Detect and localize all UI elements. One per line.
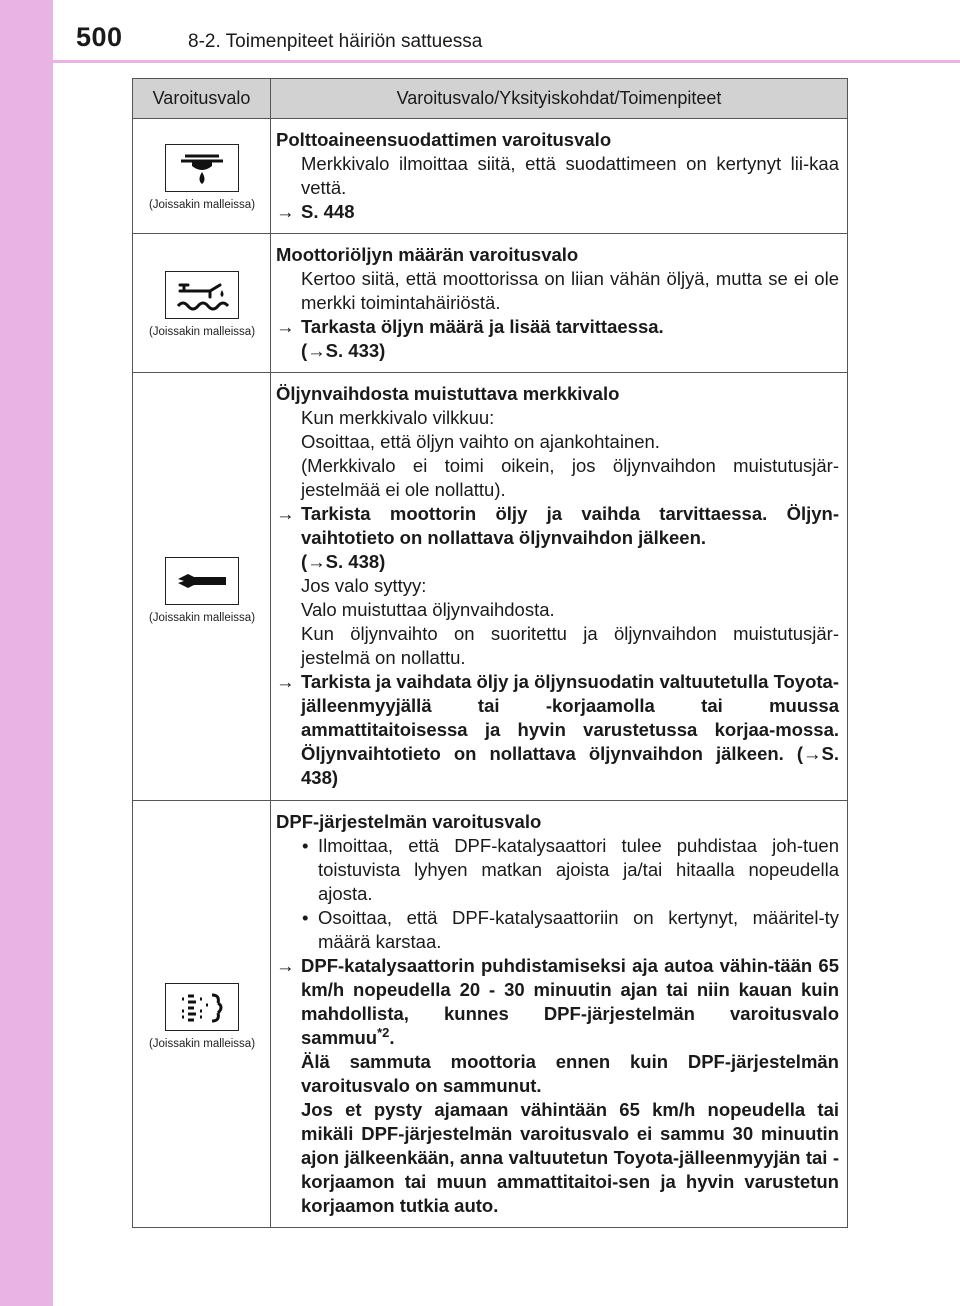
icon-cell — [133, 119, 271, 234]
section-title: 8-2. Toimenpiteet häiriön sattuessa — [188, 31, 483, 52]
column-header-light: Varoitusvalo — [133, 79, 271, 119]
warning-title: Öljynvaihdosta muistuttava merkkivalo — [276, 383, 620, 404]
bullet-item — [276, 834, 839, 906]
table-row — [133, 119, 848, 234]
table-header-row — [133, 79, 848, 119]
arrow-icon: → — [307, 551, 326, 572]
arrow-icon: → — [803, 743, 822, 764]
action-text: Tarkista ja vaihdata öljy ja öljynsuodatin valtuutetulla Toyota-jälleenmyyjällä tai -korjaamolla tai muussa ammattitaitoisessa ja hyvin varustetussa korjaa-mossa. Öljynvaihtotieto on nollattava öljynvaihdon jälkeen. ( — [301, 671, 839, 764]
icon-cell — [133, 373, 271, 801]
engine-oil-level-warning-icon — [165, 271, 239, 319]
bullet-text: Osoittaa, että DPF-katalysaattoriin on kertynyt, määritel-ty määrä karstaa. — [318, 907, 839, 952]
details-cell — [271, 234, 848, 373]
action-step — [276, 315, 839, 339]
page-reference — [276, 200, 839, 224]
page-link[interactable]: S. 438) — [325, 551, 386, 572]
action-step — [276, 502, 839, 550]
footnote-marker: *2 — [377, 1024, 390, 1040]
action-step — [276, 954, 839, 1050]
dpf-system-warning-icon — [165, 983, 239, 1031]
condition-note: (Merkkivalo ei toimi oikein, jos öljynvaihdon muistutusjär-jestelmää ei ole nollattu). — [301, 455, 839, 500]
ref-prefix: ( — [301, 340, 308, 361]
availability-note: (Joissakin malleissa) — [148, 326, 256, 338]
warning-title: DPF-järjestelmän varoitusvalo — [276, 811, 542, 832]
arrow-icon: → — [276, 955, 295, 976]
ref-prefix: ( — [301, 551, 308, 572]
arrow-icon: → — [307, 340, 326, 361]
condition-note: Kun öljynvaihto on suoritettu ja öljynvaihdon muistutusjär-jestelmä on nollattu. — [301, 623, 839, 668]
condition-description: Osoittaa, että öljyn vaihto on ajankohtainen. — [301, 431, 660, 452]
column-header-details: Varoitusvalo/Yksityiskohdat/Toimenpiteet — [271, 79, 848, 119]
warning-description: Kertoo siitä, että moottorissa on liian vähän öljyä, mutta se ei ole merkki toimintahäiriöstä. — [301, 268, 839, 313]
header-rule — [53, 60, 960, 63]
warning-title: Moottoriöljyn määrän varoitusvalo — [276, 244, 579, 265]
condition-description: Valo muistuttaa öljynvaihdosta. — [301, 599, 555, 620]
details-cell — [271, 373, 848, 801]
page-reference — [276, 550, 839, 574]
action-note: Jos et pysty ajamaan vähintään 65 km/h nopeudella tai mikäli DPF-järjestelmän varoitusvalo ei sammu 30 minuutin ajon jälkeenkään, anna valtuutetun Toyota-jälleenmyyjän tai -korjaamon tai muun ammattitaitoi-sen ja hyvin varustetun korjaamon tutkia auto. — [301, 1099, 839, 1216]
page-link[interactable]: S. 433) — [325, 340, 386, 361]
details-cell — [271, 801, 848, 1228]
availability-note: (Joissakin malleissa) — [148, 199, 256, 211]
bullet-icon: • — [302, 835, 309, 856]
action-text: Tarkasta öljyn määrä ja lisää tarvittaessa. — [301, 316, 664, 337]
icon-cell — [133, 801, 271, 1228]
fuel-filter-warning-icon — [165, 144, 239, 192]
table-row — [133, 373, 848, 801]
action-text: Tarkista moottorin öljy ja vaihda tarvittaessa. Öljyn-vaihtotieto on nollattava öljynvaihdon jälkeen. — [301, 503, 839, 548]
arrow-icon: → — [276, 503, 295, 524]
page-reference — [276, 339, 839, 363]
action-step — [276, 670, 839, 790]
action-note: Älä sammuta moottoria ennen kuin DPF-järjestelmän varoitusvalo on sammunut. — [301, 1051, 839, 1096]
action-end: . — [389, 1027, 395, 1048]
arrow-icon: → — [276, 201, 295, 222]
page-number: 500 — [76, 22, 123, 52]
arrow-icon: → — [276, 671, 295, 692]
availability-note: (Joissakin malleissa) — [148, 1038, 256, 1050]
table-row — [133, 801, 848, 1228]
table-row — [133, 234, 848, 373]
page-link[interactable]: S. 448 — [301, 201, 355, 222]
arrow-icon: → — [276, 316, 295, 337]
warning-title: Polttoaineensuodattimen varoitusvalo — [276, 129, 612, 150]
bullet-item — [276, 906, 839, 954]
condition-label: Kun merkkivalo vilkkuu: — [301, 407, 495, 428]
oil-maintenance-wrench-icon — [165, 557, 239, 605]
warning-lights-table — [132, 78, 848, 1228]
page-sidebar-tab — [0, 0, 53, 1306]
details-cell — [271, 119, 848, 234]
icon-cell — [133, 234, 271, 373]
action-text: DPF-katalysaattorin puhdistamiseksi aja autoa vähin-tään 65 km/h nopeudella 20 - 30 minuutin ajan tai niin kauan kuin mahdollista, kunnes DPF-järjestelmän varoitusvalo sammuu — [301, 955, 839, 1048]
condition-label: Jos valo syttyy: — [301, 575, 427, 596]
bullet-icon: • — [302, 907, 309, 928]
warning-description: Merkkivalo ilmoittaa siitä, että suodattimeen on kertynyt lii-kaa vettä. — [301, 153, 839, 198]
bullet-text: Ilmoittaa, että DPF-katalysaattori tulee puhdistaa joh-tuen toistuvista lyhyen matkan ajoista ja/tai hitaalla nopeudella ajosta. — [318, 835, 839, 904]
availability-note: (Joissakin malleissa) — [148, 612, 256, 624]
page-link[interactable]: S. 438) — [301, 743, 839, 788]
